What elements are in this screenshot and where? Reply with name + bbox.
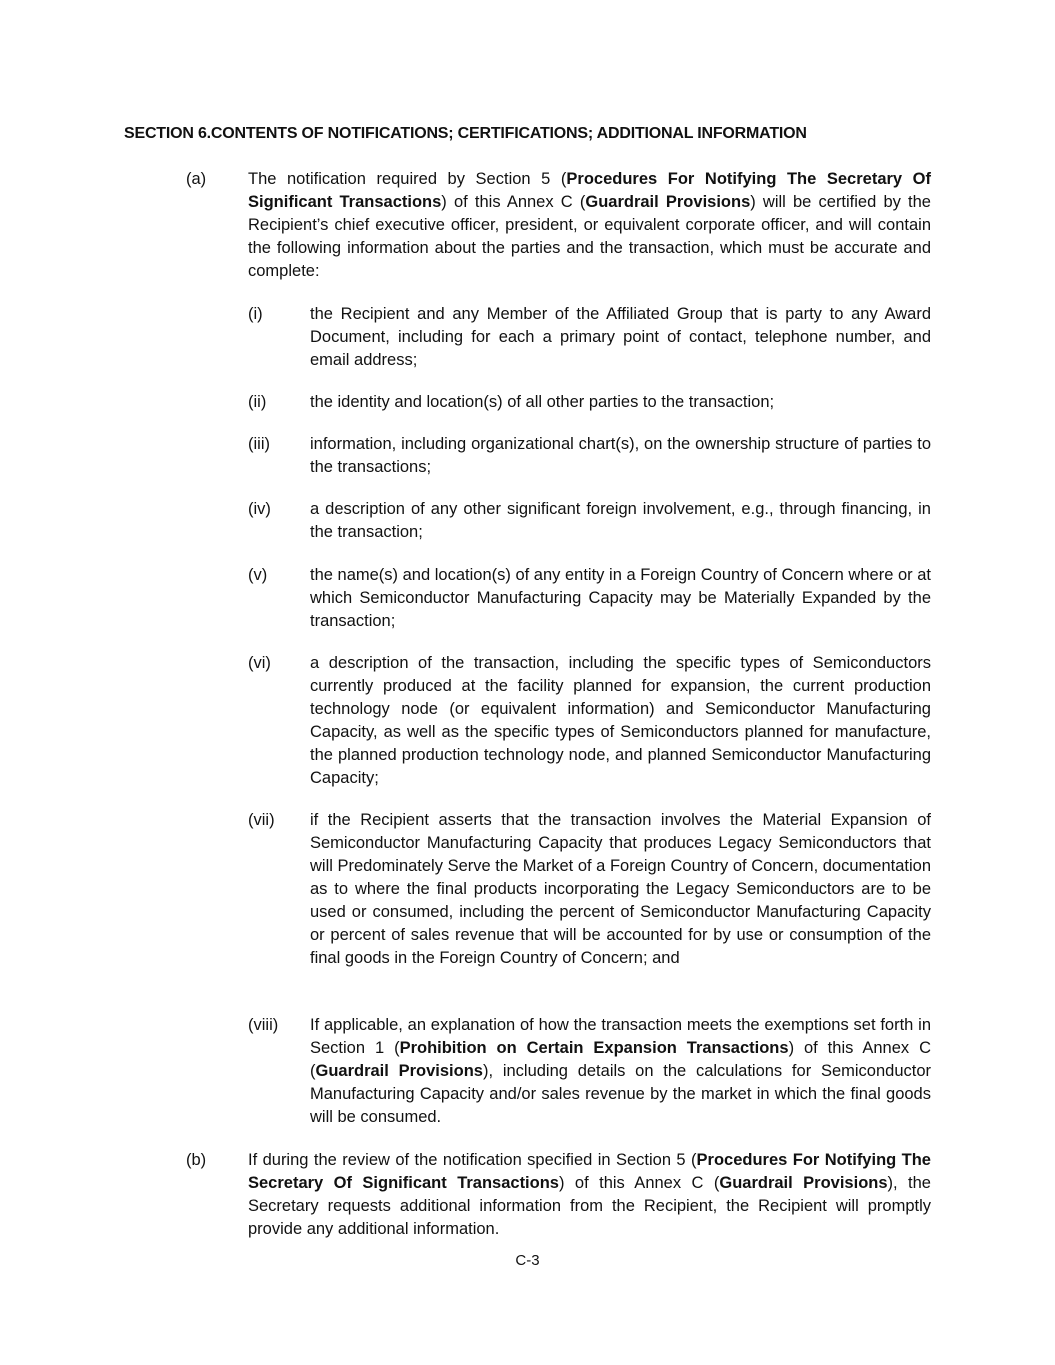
paragraph-label: (b) <box>186 1151 207 1169</box>
bold-reference: Guardrail Provisions <box>315 1062 483 1080</box>
item-text: information, including organizational chart(s), on the ownership structure of parties to the transactions; <box>310 435 931 476</box>
bold-reference: Prohibition on Certain Expansion Transactions <box>399 1039 789 1057</box>
item-label: (viii) <box>248 1016 279 1034</box>
item-text: if the Recipient asserts that the transaction involves the Material Expansion of Semiconductor Manufacturing Capacity that produces Legacy Semiconductors that will Predominately Serve the Market of a Foreign Country of Concern, documentation as to where the final products incorporating the Legacy Semiconductors are to be used or consumed, including the percent of Semiconductor Manufacturing Capacity or percent of sales revenue that will be accounted for by use or consumption of the final goods in the Foreign Country of Concern; and <box>310 811 931 967</box>
item-label: (i) <box>248 305 263 323</box>
item-text: a description of any other significant foreign involvement, e.g., through financing, in the transaction; <box>310 500 931 541</box>
list-item <box>248 433 931 479</box>
item-text: If applicable, an explanation of how the transaction meets the exemptions set forth in Section 1 (Prohibition on Certain Expansion Transactions) of this Annex C (Guardrail Provisions), including details on the calculations for Semiconductor Manufacturing Capacity and/or sales revenue by the market in which the final goods will be consumed. <box>310 1016 932 1126</box>
list-item <box>248 303 931 372</box>
bold-reference: Procedures For Notifying The Secretary Of Significant Transactions <box>248 170 931 211</box>
list-item <box>248 652 931 790</box>
paragraph-a <box>186 168 931 283</box>
page-number: C-3 <box>515 1252 540 1269</box>
item-text: the identity and location(s) of all other parties to the transaction; <box>310 393 775 411</box>
section-heading: SECTION 6.CONTENTS OF NOTIFICATIONS; CERTIFICATIONS; ADDITIONAL INFORMATION <box>124 125 807 142</box>
item-label: (iii) <box>248 435 270 453</box>
item-label: (vi) <box>248 654 271 672</box>
list-item <box>248 1014 931 1129</box>
item-text: the Recipient and any Member of the Affiliated Group that is party to any Award Document, including for each a primary point of contact, telephone number, and email address; <box>310 305 931 369</box>
item-text: a description of the transaction, including the specific types of Semiconductors currently produced at the facility planned for expansion, the current production technology node (or equivalent information) and Semiconductor Manufacturing Capacity, as well as the specific types of Semiconductors planned for manufacture, the planned production technology node, and planned Semiconductor Manufacturing Capacity; <box>310 654 931 787</box>
list-item <box>248 564 931 633</box>
paragraph-text: If during the review of the notification specified in Section 5 (Procedures For Notifying The Secretary Of Significant Transactions) of this Annex C (Guardrail Provisions), the Secretary requests additional information from the Recipient, the Recipient will promptly provide any additional information. <box>248 1151 931 1238</box>
bold-reference: Guardrail Provisions <box>719 1174 888 1192</box>
item-label: (ii) <box>248 393 267 411</box>
list-item <box>248 809 931 970</box>
item-text: the name(s) and location(s) of any entity in a Foreign Country of Concern where or at which Semiconductor Manufacturing Capacity may be Materially Expanded by the transaction; <box>310 566 931 630</box>
list-item <box>248 498 931 544</box>
list-item <box>248 391 931 414</box>
paragraph-label: (a) <box>186 170 207 188</box>
item-label: (iv) <box>248 500 271 518</box>
bold-reference: Procedures For Notifying The Secretary Of Significant Transactions <box>248 1151 931 1192</box>
paragraph-text: The notification required by Section 5 (Procedures For Notifying The Secretary Of Significant Transactions) of this Annex C (Guardrail Provisions) will be certified by the Recipient’s chief executive officer, president, or equivalent corporate officer, and will contain the following information about the parties and the transaction, which must be accurate and complete: <box>248 170 931 280</box>
bold-reference: Guardrail Provisions <box>585 193 751 211</box>
item-label: (v) <box>248 566 268 584</box>
item-label: (vii) <box>248 811 275 829</box>
paragraph-b <box>186 1149 931 1241</box>
